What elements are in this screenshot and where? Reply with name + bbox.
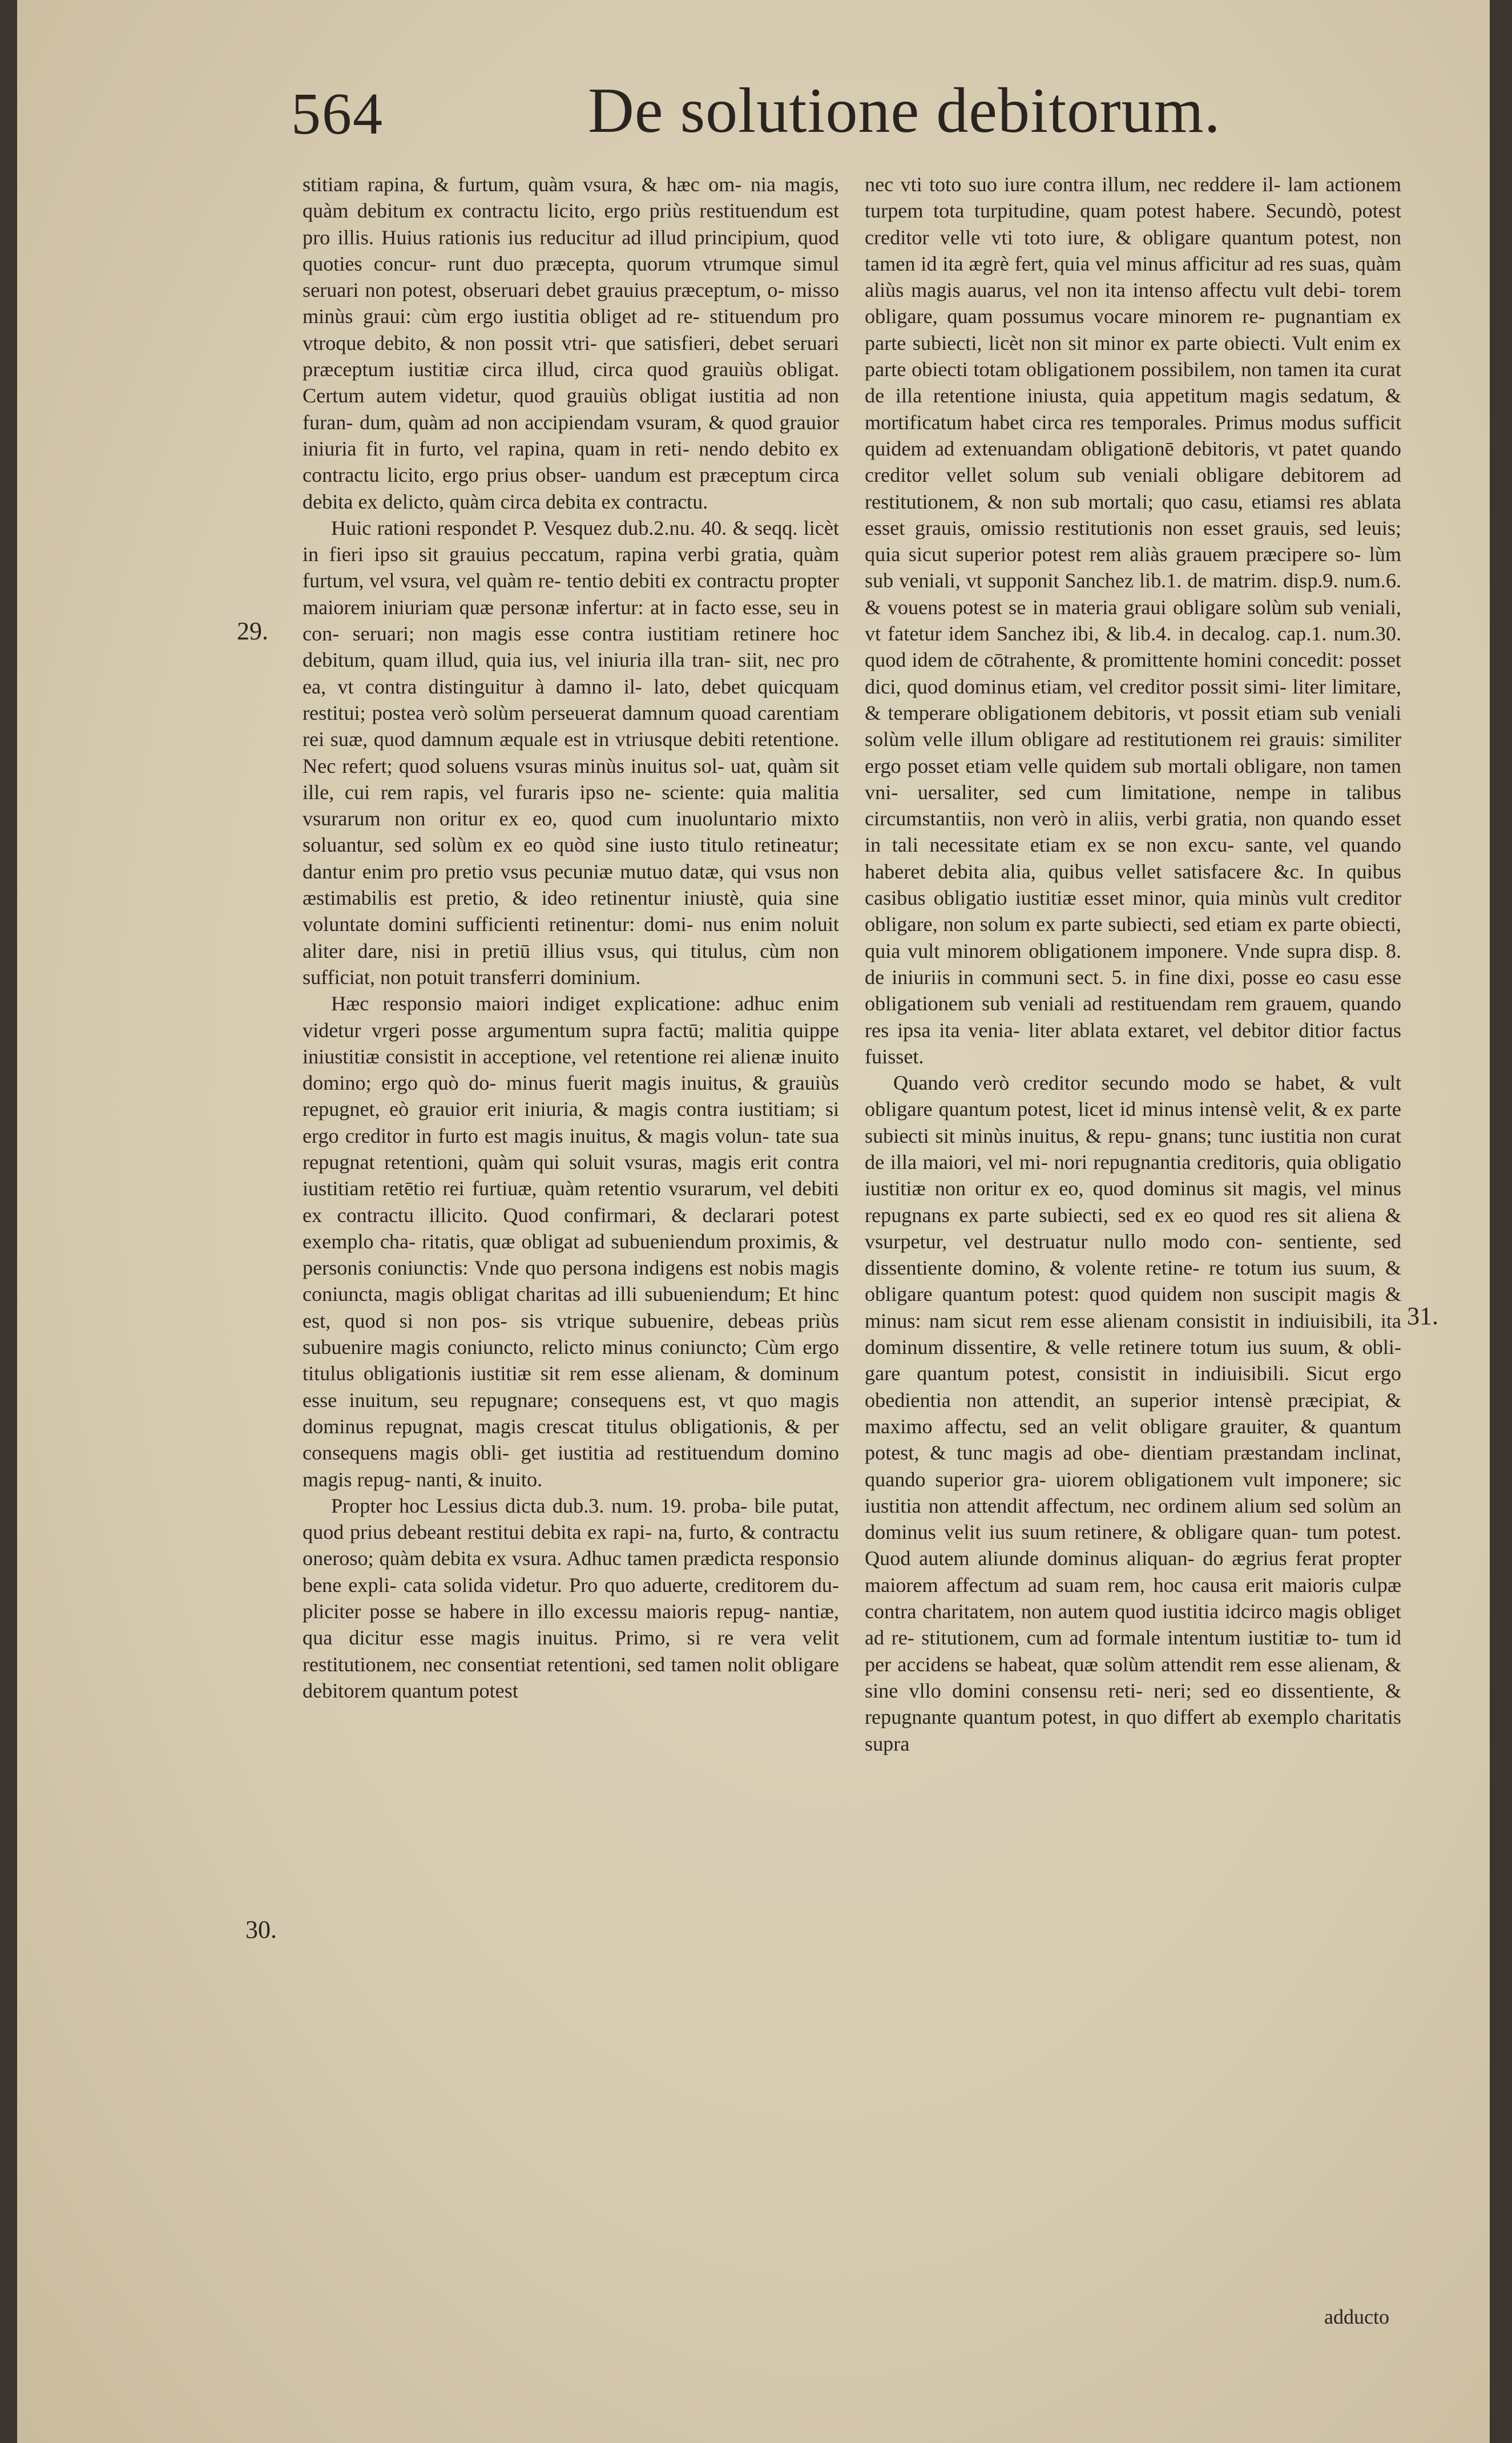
book-page [17, 0, 1490, 2443]
paragraph: Hæc responsio maiori indiget explicatione: adhuc enim videtur vrgeri posse argumentum supra factū; malitia quippe iniustitiæ consistit in acceptione, vel retentione rei alienæ inuito domino; ergo quò do- minus fuerit magis inuitus, & grauiùs repugnet, eò grauior erit iniuria, & magis contra iustitiam; si ergo creditor in furto est magis inuitus, & magis volun- tate sua repugnat retentioni, quàm qui soluit vsuras, magis erit contra iustitiam retētio rei furtiuæ, quàm retentio vsurarum, vel debiti ex contractu illicito. Quod confirmari, & declarari potest exemplo cha- ritatis, quæ obligat ad subueniendum proximis, & personis coniunctis: Vnde quo persona indigens est nobis magis coniuncta, magis obligat charitas ad illi subueniendum; Et hinc est, quod si non pos- sis vtrique subuenire, debeas priùs subuenire magis coniuncto, relicto minus coniuncto; Cùm ergo titulus obligationis iustitiæ sit rem esse alienam, & dominum esse inuitum, seu repugnare; consequens est, vt quo magis dominus repugnat, magis crescat titulus obligationis, & per consequens magis obli- get iustitia ad restituendum domino magis repug- nanti, & inuito. [303, 992, 839, 1491]
right-column [865, 171, 1401, 1757]
paragraph: nec vti toto suo iure contra illum, nec reddere il- lam actionem turpem tota turpitudine, quam potest habere. Secundò, potest creditor velle vti toto iure, & obligare quantum potest, non tamen id ita ægrè fert, quia vel minus afficitur ad res suas, quàm aliùs magis auarus, vel non ita intenso affectu vult debi- torem obligare, quam possumus vocare minorem re- pugnantiam ex parte subiecti, licèt non sit minor ex parte obiecti. Vult enim ex parte obiecti totam obligationem possibilem, non tamen ita curat de illa retentione iniusta, quia appetitum magis sedatum, & mortificatum habet circa res temporales. Primus modus sufficit quidem ad extenuandam obligationē debitoris, vt patet quando creditor vellet solum sub veniali obligare debitorem ad restitutionem, & non sub mortali; quo casu, etiamsi res ablata esset grauis, omissio restitutionis non esset grauis, sed leuis; quia sicut superior potest rem aliàs grauem præcipere so- lùm sub veniali, vt supponit Sanchez lib.1. de matrim. disp.9. num.6. & vouens potest se in materia graui obligare solùm sub veniali, vt fatetur idem Sanchez ibi, & lib.4. in decalog. cap.1. num.30. quod idem de cōtrahente, & promittente homini concedit: posset dici, quod dominus etiam, vel creditor possit simi- liter limitare, & temperare obligationem debitoris, vt possit etiam sub veniali solùm velle illum obligare ad restitutionem rei grauis: similiter ergo posset etiam velle quidem sub mortali obligare, non tamen vni- uersaliter, sed cum limitatione, nempe in talibus circumstantiis, non verò in aliis, verbi gratia, non quando esset in tali necessitate etiam ex se non excu- sante, vel quando haberet debita alia, quibus vellet satisfacere &c. In quibus casibus obligatio iustitiæ esset minor, quia minùs vult creditor obligare, non solum ex parte subiecti, sed etiam ex parte obiecti, quia vult minorem obligationem imponere. Vnde supra disp. 8. de iniuriis in communi sect. 5. in fine dixi, posse eo casu esse obligationem sub veniali ad restituendam rem grauem, quando res ipsa ita venia- liter ablata extaret, vel debitor ditior factus fuisset. [865, 173, 1401, 1068]
page-header [280, 68, 1478, 154]
left-column [303, 171, 839, 1704]
margin-number: 30. [245, 1916, 277, 1944]
running-title: De solutione debitorum. [588, 75, 1221, 146]
margin-number: 29. [237, 617, 268, 645]
paragraph: stitiam rapina, & furtum, quàm vsura, & hæc om- nia magis, quàm debitum ex contractu licito, ergo priùs restituendum est pro illis. Huius rationis ius reducitur ad illud principium, quod quoties concur- runt duo præcepta, quorum vtrumque simul seruari non potest, obseruari debet grauius præceptum, o- misso minùs graui: cùm ergo iustitia obliget ad re- stituendum pro vtroque debito, & non possit vtri- que satisfieri, debet seruari præceptum iustitiæ circa illud, circa quod grauiùs obligat. Certum autem videtur, quod grauiùs obligat iustitia ad non furan- dum, quàm ad non accipiendam vsuram, & quod grauior iniuria fit in furto, vel rapina, quam in reti- nendo debito ex contractu licito, ergo prius obser- uandum est præceptum circa debita ex delicto, quàm circa debita ex contractu. [303, 173, 839, 513]
paragraph: Propter hoc Lessius dicta dub.3. num. 19. proba- bile putat, quod prius debeant restitui debita ex rapi- na, furto, & contractu oneroso; quàm debita ex vsura. Adhuc tamen prædicta responsio bene expli- cata solida videtur. Pro quo aduerte, creditorem du- pliciter posse se habere in illo excessu maioris repug- nantiæ, qua dicitur esse magis inuitus. Primo, si re vera velit restitutionem, nec consentiat retentioni, sed tamen nolit obligare debitorem quantum potest [303, 1494, 839, 1702]
page-number: 564 [291, 81, 384, 147]
paragraph: Huic rationi respondet P. Vesquez dub.2.nu. 40. & seqq. licèt in fieri ipso sit grauius peccatum, rapina verbi gratia, quàm furtum, vel vsura, vel quàm re- tentio debiti ex contractu propter maiorem iniuriam quæ personæ infertur: at in facto esse, seu in con- seruari; non magis esse contra iustitiam retinere hoc debitum, quam illud, quia ius, vel iniuria illa tran- siit, nec pro ea, vt contra distinguitur à damno il- lato, debet quicquam restitui; postea verò solùm perseuerat damnum quoad carentiam rei suæ, quod damnum æquale est in vtriusque debiti retentione. Nec refert; quod soluens vsuras minùs inuitus sol- uat, quàm sit ille, cui rem rapis, vel furaris ipso ne- sciente: quia malitia vsurarum non oritur ex eo, quod cum inuoluntario mixto soluantur, sed solùm ex eo quòd sine iusto titulo retineatur; dantur enim pro pretio vsus pecuniæ mutuo datæ, qui vsus non æstimabilis est pretio, & ideo retinentur iniustè, quia sine voluntate domini sufficienti retinentur: domi- nus enim noluit aliter dare, nisi in pretiū illius vsus, qui titulus, cùm non sufficiat, non potuit transferri dominium. [303, 516, 839, 989]
paragraph: Quando verò creditor secundo modo se habet, & vult obligare quantum potest, licet id minus intensè velit, & ex parte subiecti sit minùs inuitus, & repu- gnans; tunc iustitia non curat de illa maiori, vel mi- nori repugnantia creditoris, quia obligatio iustitiæ non oritur ex eo, quod dominus sit magis, vel minus repugnans ex parte subiecti, sed ex eo quod res sit aliena & vsurpetur, vel destruatur nullo modo con- sentiente, sed dissentiente domino, & volente retine- re totum ius suum, & obligare quantum potest: quod quidem non suscipit magis & minus: nam sicut rem esse alienam consistit in indiuisibili, ita dominum dissentire, & velle retinere totum ius suum, & obli- gare quantum potest, consistit in indiuisibili. Sicut ergo obedientia non attendit, an superior intensè præcipiat, & maximo affectu, sed an velit obligare grauiter, & quantum potest, & tunc magis ad obe- dientiam præstandam inclinat, quando superior gra- uiorem obligationem vult imponere; sic iustitia non attendit affectum, nec ordinem alium sed solùm an dominus velit ius suum retinere, & obligare quan- tum potest. Quod autem aliunde dominus aliquan- do ægrius ferat propter maiorem affectum ad suam rem, hoc causa erit maioris culpæ contra charitatem, non autem quod iustitia idcirco magis obliget ad re- stitutionem, cum ad formale intentum iustitiæ to- tum id per accidens se habeat, quæ solùm attendit rem esse alienam, & sine vllo domini consensu reti- neri; sed eo dissentiente, & repugnante quantum potest, in quo differt ab exemplo charitatis supra [865, 1071, 1401, 1755]
catchword: adducto [1324, 2305, 1389, 2328]
margin-number: 31. [1407, 1302, 1438, 1330]
